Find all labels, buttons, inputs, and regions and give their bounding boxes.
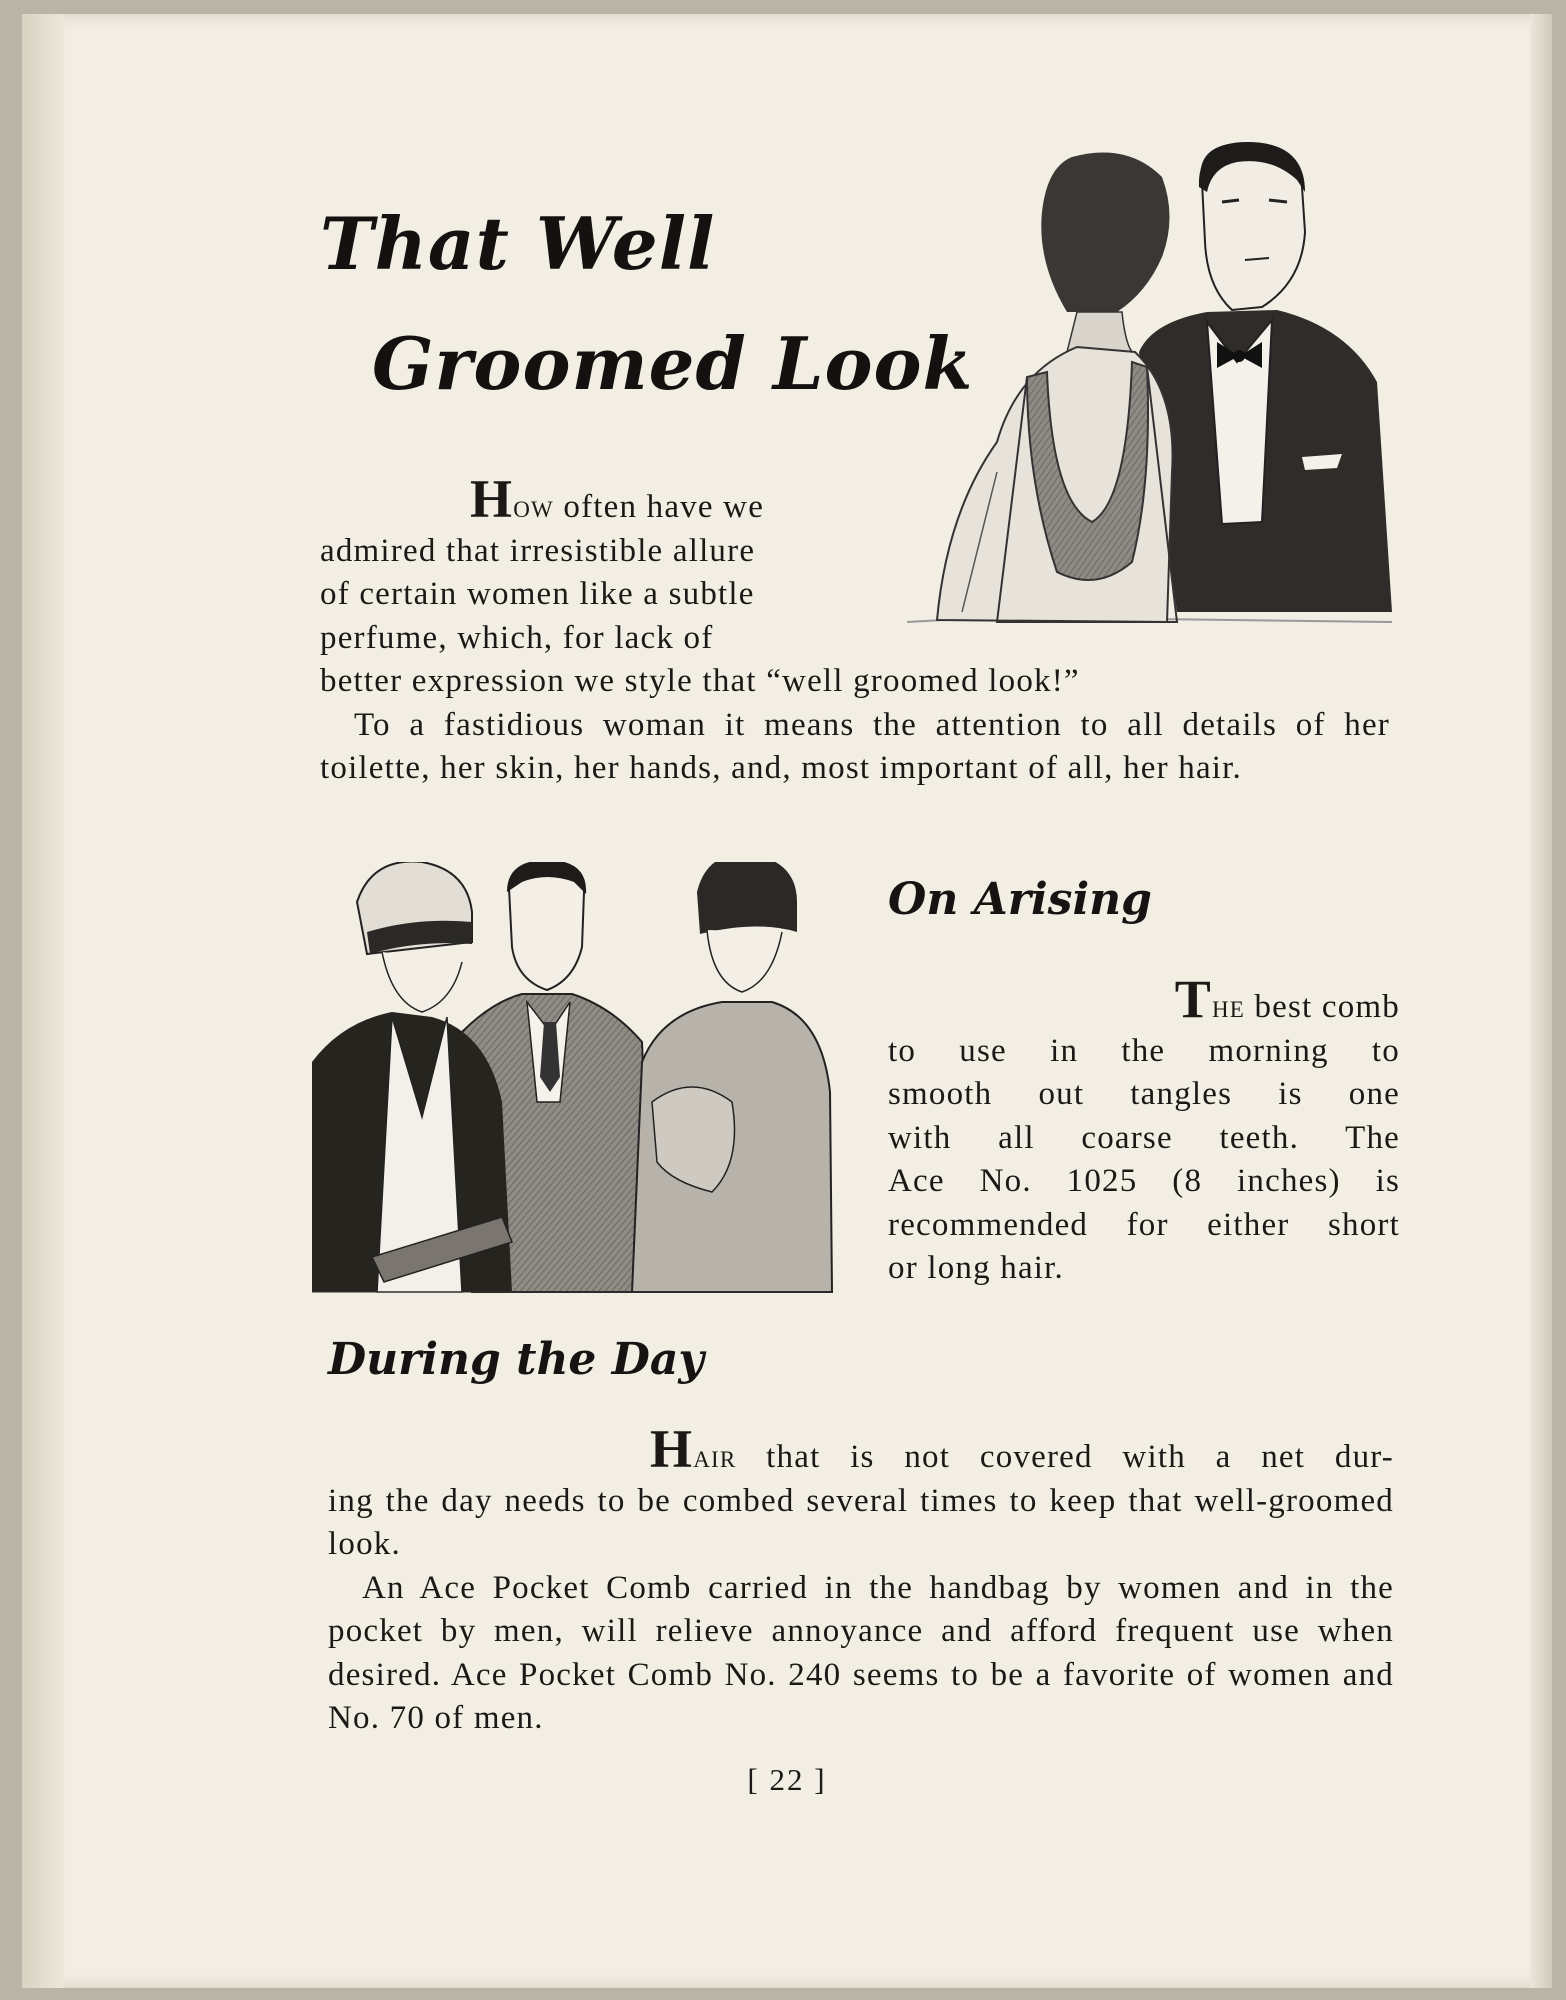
on-arising-first-line: The best comb	[1174, 969, 1400, 1029]
during-day-paragraph-2: An Ace Pocket Comb carried in the handbag by women and in the pocket by men, will relieve annoyance and afford frequent use when desired. Ace Pocket Comb No. 240 seems to be a favorite of women and No. 70 of men.	[328, 1569, 1394, 1736]
during-day-first-line: Hair that is not covered with a net dur-	[650, 1419, 1394, 1479]
section-heading-during-the-day: During the Day	[328, 1334, 704, 1385]
booklet-page	[22, 14, 1552, 1988]
intro-line: of certain women like a subtle	[320, 576, 755, 612]
drop-cap: H	[470, 469, 514, 529]
during-day-paragraph-1: ing the day needs to be combed several times to keep that well-groomed look.	[328, 1482, 1394, 1562]
drop-cap: H	[650, 1419, 694, 1479]
on-arising-line: or long hair.	[888, 1250, 1064, 1286]
page-title	[320, 184, 973, 424]
intro-line: admired that irresistible allure	[320, 532, 756, 569]
title-line-1: That Well	[320, 201, 716, 286]
title-line-2: Groomed Look	[372, 321, 974, 406]
on-arising-line: smooth out tangles is one	[888, 1076, 1400, 1112]
on-arising-paragraph	[888, 969, 1400, 1291]
drop-cap: T	[1174, 969, 1212, 1029]
intro-paragraph	[320, 469, 1390, 791]
page-edge	[1530, 14, 1552, 1988]
intro-line: better expression we style that “well groomed look!”	[320, 663, 1080, 699]
page-number: [ 22 ]	[747, 1762, 827, 1797]
intro-first-line: How often have we	[470, 469, 765, 529]
intro-second-paragraph: To a fastidious woman it means the attention to all details of her toilette, her skin, her hands, and, most important of all, her hair.	[320, 706, 1390, 786]
on-arising-line: with all coarse teeth. The	[888, 1119, 1400, 1156]
on-arising-line: to use in the morning to	[888, 1032, 1400, 1069]
section-heading-on-arising: On Arising	[888, 874, 1152, 925]
on-arising-line: recommended for either short	[888, 1206, 1400, 1243]
during-the-day-paragraph	[328, 1419, 1394, 1741]
illustration-three-figures	[312, 862, 852, 1294]
page-spine-shadow	[22, 14, 64, 1988]
on-arising-line: Ace No. 1025 (8 inches) is	[888, 1163, 1400, 1199]
intro-line: perfume, which, for lack of	[320, 619, 714, 656]
